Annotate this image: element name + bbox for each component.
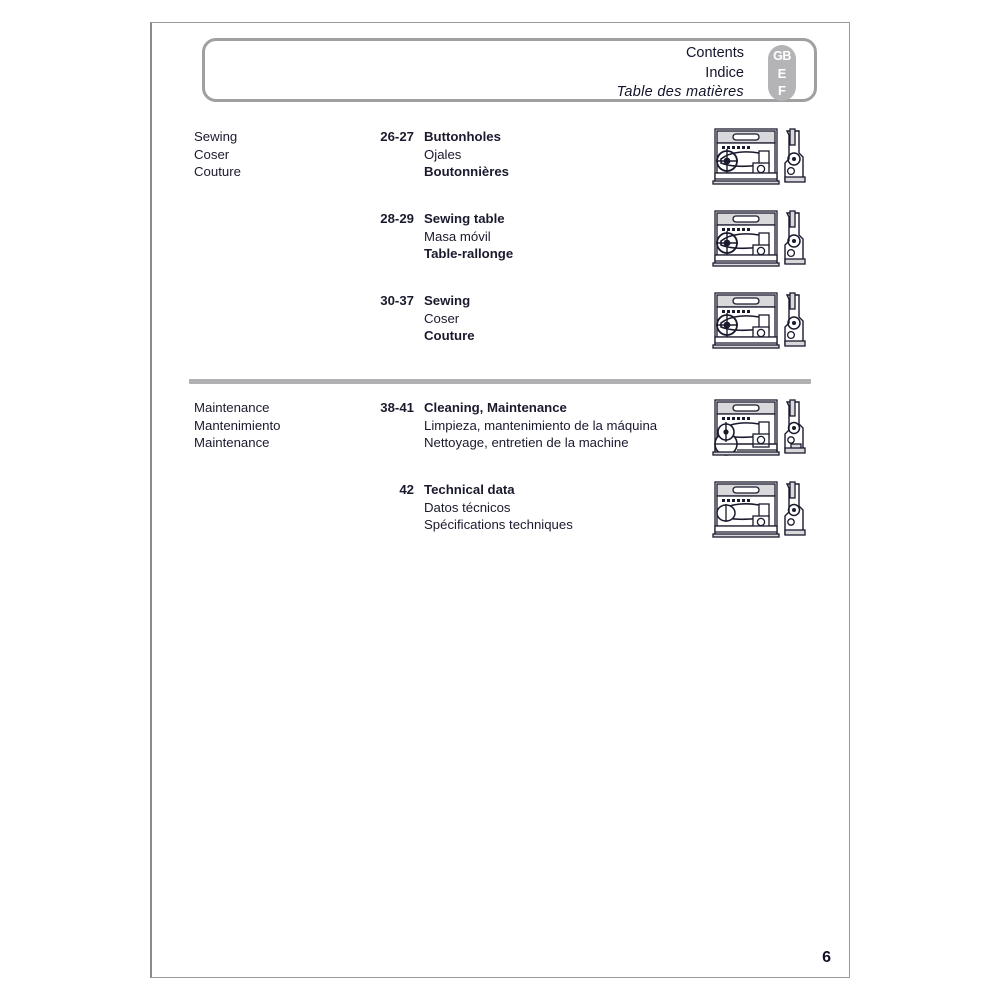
language-badge xyxy=(768,45,796,101)
sewing-machine-maintenance-icon xyxy=(707,394,812,466)
row-title-fr: Spécifications techniques xyxy=(424,517,573,533)
row-titles xyxy=(424,210,714,263)
row-titles xyxy=(424,292,714,345)
contents-row[interactable] xyxy=(152,476,852,558)
row-title-es: Ojales xyxy=(424,146,462,162)
group-label-es: Mantenimiento xyxy=(194,417,281,433)
document-page xyxy=(150,22,850,978)
row-title-es: Limpieza, mantenimiento de la máquina xyxy=(424,417,658,433)
section-divider xyxy=(189,379,811,384)
language-badge-gb: GB xyxy=(773,48,791,63)
row-title-en: Buttonholes xyxy=(424,129,501,144)
row-title-en: Cleaning, Maintenance xyxy=(424,400,567,415)
sewing-machine-icon xyxy=(707,205,812,277)
contents-row[interactable] xyxy=(152,394,852,476)
row-titles xyxy=(424,128,714,181)
row-page-range: 30-37 xyxy=(380,293,414,308)
group-label-en: Sewing xyxy=(194,129,238,144)
row-title-en: Sewing table xyxy=(424,211,505,226)
group-label-fr: Couture xyxy=(194,164,241,180)
header-title-en: Contents xyxy=(685,45,744,61)
row-page-range: 28-29 xyxy=(380,211,414,226)
row-page-range: 26-27 xyxy=(380,129,414,144)
language-badge-f: F xyxy=(778,82,786,98)
header-title-fr: Table des matières xyxy=(616,84,744,100)
row-page-range: 42 xyxy=(399,482,414,497)
contents-row[interactable] xyxy=(152,205,852,287)
row-page-range: 38-41 xyxy=(380,400,414,415)
contents-row[interactable] xyxy=(152,123,852,205)
header-title-es: Indice xyxy=(705,64,744,81)
group-label-es: Coser xyxy=(194,146,230,162)
row-titles xyxy=(424,481,714,534)
sewing-machine-icon xyxy=(707,287,812,359)
page-number: 6 xyxy=(822,949,831,966)
contents-row[interactable] xyxy=(152,287,852,369)
contents-section-sewing xyxy=(152,123,852,369)
row-title-fr: Boutonnières xyxy=(424,164,509,180)
row-title-fr: Table-rallonge xyxy=(424,246,514,262)
group-label-en: Maintenance xyxy=(194,400,270,415)
contents-list xyxy=(152,123,852,558)
row-title-fr: Nettoyage, entretien de la machine xyxy=(424,435,629,451)
sewing-machine-plain-icon xyxy=(707,476,812,548)
row-title-en: Technical data xyxy=(424,482,515,497)
row-title-fr: Couture xyxy=(424,328,475,344)
row-title-en: Sewing xyxy=(424,293,471,308)
row-title-es: Datos técnicos xyxy=(424,499,511,515)
sewing-machine-icon xyxy=(707,123,812,195)
row-title-es: Coser xyxy=(424,310,460,326)
language-badge-e: E xyxy=(777,65,787,81)
group-label-fr: Maintenance xyxy=(194,435,270,451)
contents-header-titles xyxy=(617,44,744,103)
row-title-es: Masa móvil xyxy=(424,228,491,244)
contents-section-maintenance xyxy=(152,394,852,558)
contents-header-box xyxy=(202,38,817,102)
row-titles xyxy=(424,399,714,452)
